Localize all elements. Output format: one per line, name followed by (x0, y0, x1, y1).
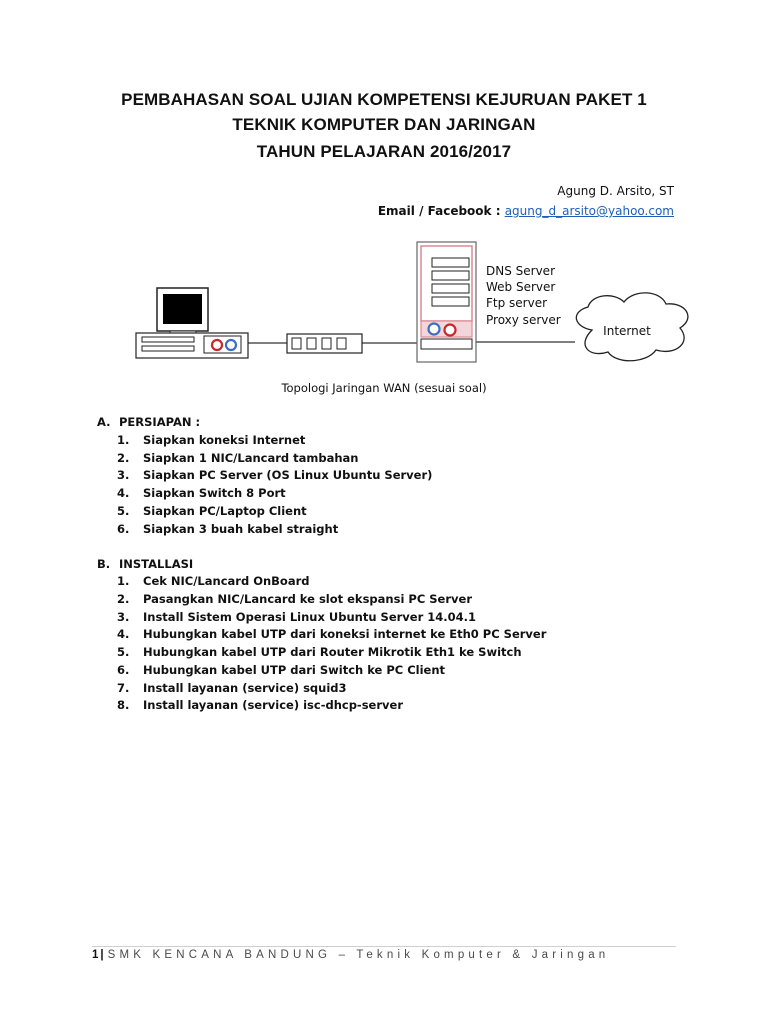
list-item-text: Cek NIC/Lancard OnBoard (143, 574, 310, 588)
list-item (117, 574, 310, 588)
document-title-line3: TAHUN PELAJARAN 2016/2017 (256, 142, 512, 161)
list-item-text: Siapkan 1 NIC/Lancard tambahan (143, 451, 359, 465)
list-item (117, 645, 522, 659)
email-link[interactable]: agung_d_arsito@yahoo.com (504, 204, 674, 218)
service-proxy-label: Proxy server (486, 313, 561, 327)
list-item-number: 2. (117, 451, 130, 465)
list-item-text: Hubungkan kabel UTP dari koneksi internet ke Eth0 PC Server (143, 627, 547, 641)
section-b-title: INSTALLASI (119, 557, 194, 571)
list-item-text: Siapkan PC Server (OS Linux Ubuntu Server) (143, 468, 433, 482)
switch-icon (287, 334, 362, 353)
footer-separator: | (100, 949, 104, 961)
client-pc-icon (136, 288, 248, 358)
list-item (117, 592, 472, 606)
list-item-text: Install layanan (service) isc-dhcp-server (143, 698, 403, 712)
section-a-heading (97, 415, 200, 429)
list-item (117, 522, 338, 536)
email-label: Email / Facebook : (377, 204, 505, 218)
list-item-number: 6. (117, 663, 130, 677)
list-item (117, 681, 347, 695)
list-item-number: 1. (117, 574, 130, 588)
service-ftp-label: Ftp server (486, 296, 548, 310)
list-item (117, 610, 476, 624)
section-b-letter: B. (97, 557, 111, 571)
footer-school-name: SMK KENCANA BANDUNG – Teknik Komputer & Jaringan (107, 949, 610, 961)
footer-divider (92, 946, 676, 947)
service-web-label: Web Server (486, 280, 556, 294)
list-item-text: Install Sistem Operasi Linux Ubuntu Server 14.04.1 (143, 610, 477, 624)
list-item (117, 433, 305, 447)
diagram-caption: Topologi Jaringan WAN (sesuai soal) (281, 381, 487, 395)
list-item-number: 5. (117, 645, 130, 659)
section-a-letter: A. (97, 415, 111, 429)
list-item (117, 698, 403, 712)
list-item (117, 468, 432, 482)
list-item-number: 3. (117, 468, 130, 482)
list-item-text: Siapkan PC/Laptop Client (143, 504, 307, 518)
section-a-title: PERSIAPAN : (119, 415, 201, 429)
list-item-number: 6. (117, 522, 130, 536)
list-item-number: 1. (117, 433, 130, 447)
service-dns-label: DNS Server (486, 264, 555, 278)
page-footer (92, 949, 609, 961)
list-item-text: Install layanan (service) squid3 (143, 681, 347, 695)
list-item-text: Hubungkan kabel UTP dari Switch ke PC Client (143, 663, 446, 677)
list-item-number: 7. (117, 681, 130, 695)
list-item (117, 663, 445, 677)
list-item-number: 4. (117, 486, 130, 500)
section-b-heading (97, 557, 193, 571)
server-tower-icon (417, 242, 476, 362)
list-item-text: Pasangkan NIC/Lancard ke slot ekspansi PC Server (143, 592, 472, 606)
network-topology-diagram (0, 0, 768, 400)
page-number: 1 (92, 949, 99, 961)
list-item-text: Siapkan koneksi Internet (143, 433, 306, 447)
list-item-text: Siapkan Switch 8 Port (143, 486, 286, 500)
list-item (117, 486, 286, 500)
list-item-number: 3. (117, 610, 130, 624)
document-title-line2: TEKNIK KOMPUTER DAN JARINGAN (232, 115, 536, 134)
author-name: Agung D. Arsito, ST (557, 184, 674, 198)
list-item (117, 451, 359, 465)
list-item-text: Siapkan 3 buah kabel straight (143, 522, 339, 536)
list-item-number: 5. (117, 504, 130, 518)
list-item (117, 504, 307, 518)
list-item-number: 8. (117, 698, 130, 712)
list-item-number: 4. (117, 627, 130, 641)
list-item-text: Hubungkan kabel UTP dari Router Mikrotik Eth1 ke Switch (143, 645, 522, 659)
list-item (117, 627, 546, 641)
internet-cloud-label: Internet (603, 324, 651, 338)
document-title-line1: PEMBAHASAN SOAL UJIAN KOMPETENSI KEJURUAN PAKET 1 (121, 90, 647, 109)
list-item-number: 2. (117, 592, 130, 606)
